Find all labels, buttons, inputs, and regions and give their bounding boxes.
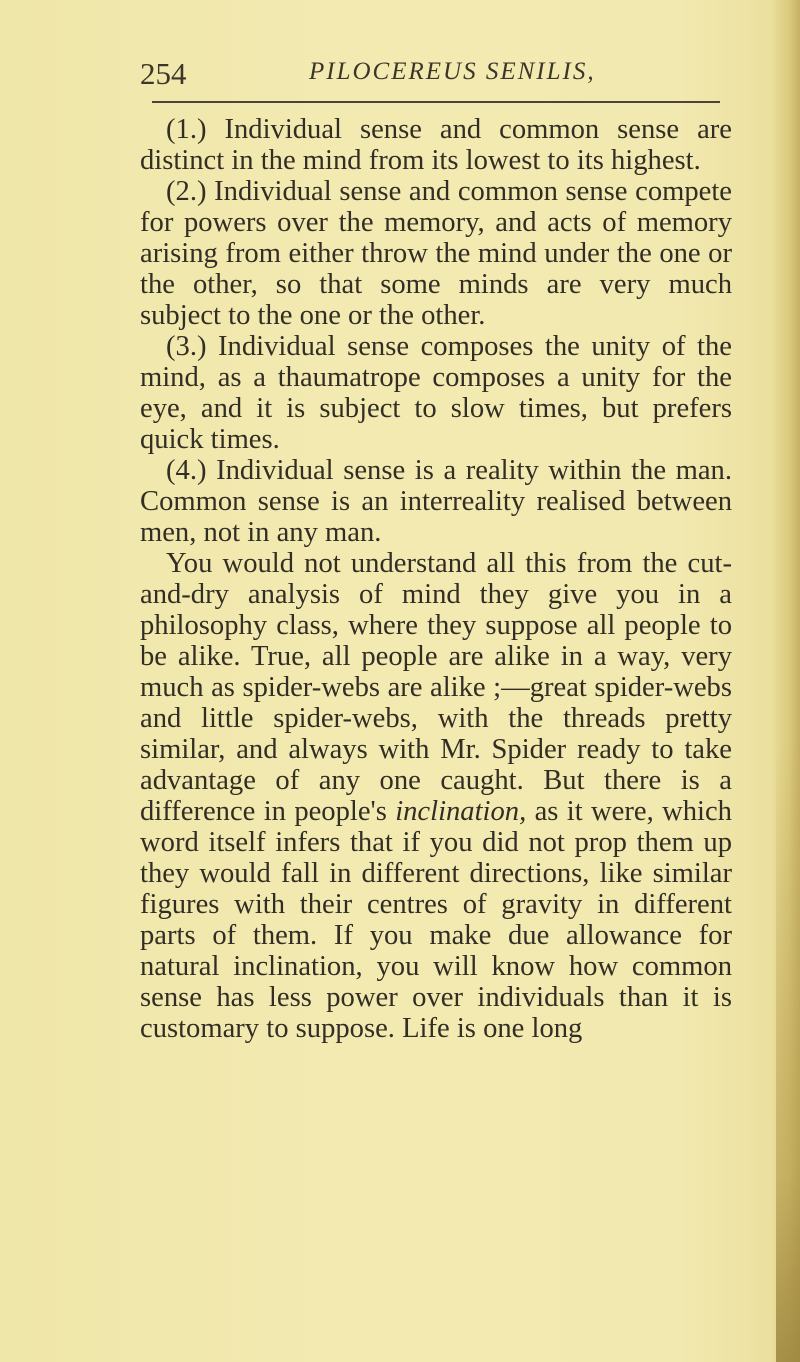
page-number: 254 [140,56,187,91]
paragraph-5-text-before: You would not understand all this from the cut-and-dry analysis of mind they give you in a philosophy class, where they suppose all people to be alike. True, all people are alike in a way, very much as spider-webs are alike ;—great spider-webs and little spider-webs, with the threads pretty similar, and always with Mr. Spider ready to take advantage of any one caught. But there is a difference in people's [140,548,732,827]
paragraph-5-emphasis: inclination, [395,796,527,827]
paragraph-5-text-after: as it were, which word itself infers that if you did not prop them up they would fall in different directions, like similar figures with their centres of gravity in different parts of them. If you make due allowance for natural inclination, you will know how common sense has less power over individuals than it is customary to suppose. Life is one long [140,796,732,1044]
paragraph-5 [140,548,732,1044]
body-text [140,114,732,1044]
paragraph-1: (1.) Individual sense and common sense are distinct in the mind from its lowest to its highest. [140,114,732,176]
header-rule [152,101,720,103]
running-title: PILOCEREUS SENILIS, [309,58,596,85]
page-header [140,50,720,90]
paragraph-4: (4.) Individual sense is a reality within the man. Common sense is an interreality realised between men, not in any man. [140,455,732,548]
paragraph-2: (2.) Individual sense and common sense compete for powers over the memory, and acts of memory arising from either throw the mind under the one or the other, so that some minds are very much subject to the one or the other. [140,176,732,331]
paragraph-3: (3.) Individual sense composes the unity of the mind, as a thaumatrope composes a unity for the eye, and it is subject to slow times, but prefers quick times. [140,331,732,455]
page-edge-stain [776,742,800,1362]
